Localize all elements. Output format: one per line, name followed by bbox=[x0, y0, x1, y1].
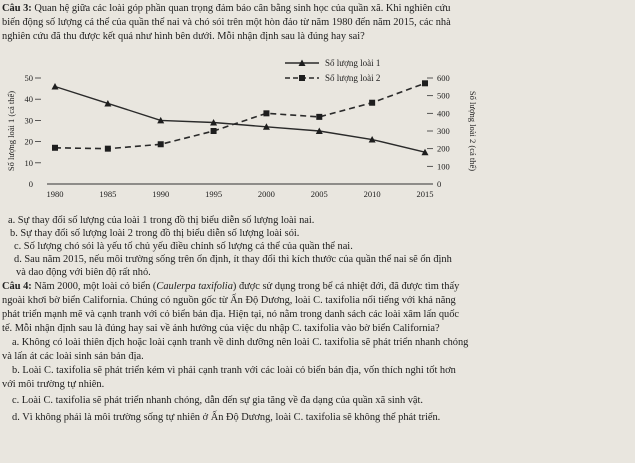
left-axis-label: Số lượng loài 1 (cá thể) bbox=[6, 90, 16, 172]
left-tick-label: 10 bbox=[24, 157, 33, 168]
series-2-point bbox=[52, 145, 58, 151]
q3-line-3: nghiên cứu đã thu được kết quả như hình bên dưới. Mỗi nhận định sau là đúng hay sai? bbox=[2, 31, 365, 42]
legend-label-series-1: Số lượng loài 1 bbox=[325, 58, 381, 68]
q4-statement-b-line-1: b. Loài C. taxifolia sẽ phát triển kém vì phải cạnh tranh với các loài cỏ biển bản địa, vốn thích nghi tốt hơn bbox=[12, 365, 456, 376]
series-2-point bbox=[316, 114, 322, 120]
series-2-point bbox=[211, 128, 217, 134]
q3-statement-b: b. Sự thay đổi số lượng loài 2 trong đồ thị biểu diễn số lượng loài sói. bbox=[10, 228, 300, 239]
q4-statement-c: c. Loài C. taxifolia sẽ phát triển nhanh chóng, dẫn đến sự gia tăng về đa dạng của quần xã sinh vật. bbox=[12, 395, 424, 406]
q4-line-4: tế. Mỗi nhận định sau là đúng hay sai về ảnh hưởng của việc du nhập C. taxifolia vào bờ biển California? bbox=[2, 323, 440, 334]
q3-statement-a: a. Sự thay đổi số lượng của loài 1 trong đồ thị biểu diễn số lượng loài nai. bbox=[8, 215, 315, 226]
right-tick-label: 400 bbox=[437, 108, 450, 119]
q3-statement-c: c. Số lượng chó sói là yếu tố chủ yếu điều chỉnh số lượng cá thể của quần thể nai. bbox=[14, 241, 353, 252]
x-tick-label: 2005 bbox=[310, 189, 328, 199]
series-2-point bbox=[422, 80, 428, 86]
q3-number: Câu 3: bbox=[2, 3, 32, 14]
dual-axis-line-chart bbox=[0, 56, 635, 216]
series-2-point bbox=[158, 141, 164, 147]
q4-statement-a-line-1: a. Không có loài thiên địch hoặc loài cạnh tranh về dinh dưỡng nên loài C. taxifolia sẽ phát triển nhanh chóng bbox=[12, 337, 469, 348]
q3-line-1 bbox=[2, 3, 450, 15]
right-tick-label: 100 bbox=[437, 161, 450, 172]
x-tick-label: 1980 bbox=[46, 189, 64, 199]
x-tick-label: 1995 bbox=[205, 189, 223, 199]
series-1-point bbox=[52, 83, 59, 90]
q4-statement-a-line-2: và lấn át các loài sinh sản bản địa. bbox=[2, 351, 144, 362]
q4-statement-b-line-2: với môi trường tự nhiên. bbox=[2, 379, 105, 390]
right-tick-label: 300 bbox=[437, 126, 450, 136]
species-name: Caulerpa taxifolia bbox=[156, 281, 233, 292]
q3-statement-d-line-2: và dao động với biên độ rất nhỏ. bbox=[16, 267, 151, 278]
right-tick-label: 0 bbox=[437, 179, 442, 189]
q4-statement-d: d. Vì không phải là môi trường sống tự nhiên ở Ấn Độ Dương, loài C. taxifolia sẽ không thể phát triển. bbox=[12, 412, 441, 423]
left-tick-label: 40 bbox=[24, 94, 33, 105]
x-tick-label: 2010 bbox=[363, 189, 381, 199]
q3-line-2: biến động số lượng cá thể của quần thể nai và chó sói trên một hòn đảo từ năm 1980 đến năm 2015, các nhà bbox=[2, 17, 451, 28]
legend-label-series-2: Số lượng loài 2 bbox=[325, 73, 381, 83]
q4-number: Câu 4: bbox=[2, 281, 32, 292]
q3-text-1: Quan hệ giữa các loài góp phần quan trọng đảm bảo cân bằng sinh học của quần xã. Khi nghiên cứu bbox=[31, 3, 451, 14]
right-tick-label: 200 bbox=[437, 143, 450, 154]
series-2-point bbox=[369, 100, 375, 106]
right-axis-label: Số lượng loài 2 (cá thể) bbox=[468, 90, 478, 172]
x-tick-label: 1985 bbox=[99, 189, 117, 199]
left-tick-label: 30 bbox=[24, 115, 33, 126]
series-2-point bbox=[263, 110, 269, 116]
left-tick-label: 50 bbox=[24, 73, 33, 83]
q3-statement-d-line-1: d. Sau năm 2015, nếu môi trường sống trên ổn định, ít thay đổi thì kích thước của quần thể nai sẽ ổn định bbox=[14, 254, 452, 265]
left-tick-label: 0 bbox=[28, 179, 33, 189]
left-tick-label: 20 bbox=[24, 136, 33, 147]
q4-line-2: ngoài khơi bờ biển California. Chúng có nguồn gốc từ Ấn Độ Dương, loài C. taxifolia nổi tiếng với khả năng bbox=[2, 295, 456, 306]
right-tick-label: 500 bbox=[437, 90, 450, 101]
x-tick-label: 2000 bbox=[257, 189, 275, 199]
right-tick-label: 600 bbox=[437, 73, 450, 83]
x-tick-label: 2015 bbox=[416, 189, 434, 199]
series-2-point bbox=[105, 146, 111, 152]
q4-line-1: Câu 4: Năm 2000, một loài cỏ biển (Caulerpa taxifolia) được sử dụng trong bể cá nhiệt đới, đã được tìm thấy bbox=[2, 281, 460, 292]
legend-marker-series-2 bbox=[299, 75, 305, 81]
q4-line-3: phát triển mạnh mẽ và cạnh tranh với cỏ biển bản địa. Hiện tại, nó nằm trong danh sách các loài xâm lấn quốc bbox=[2, 309, 460, 320]
x-tick-label: 1990 bbox=[152, 189, 170, 199]
